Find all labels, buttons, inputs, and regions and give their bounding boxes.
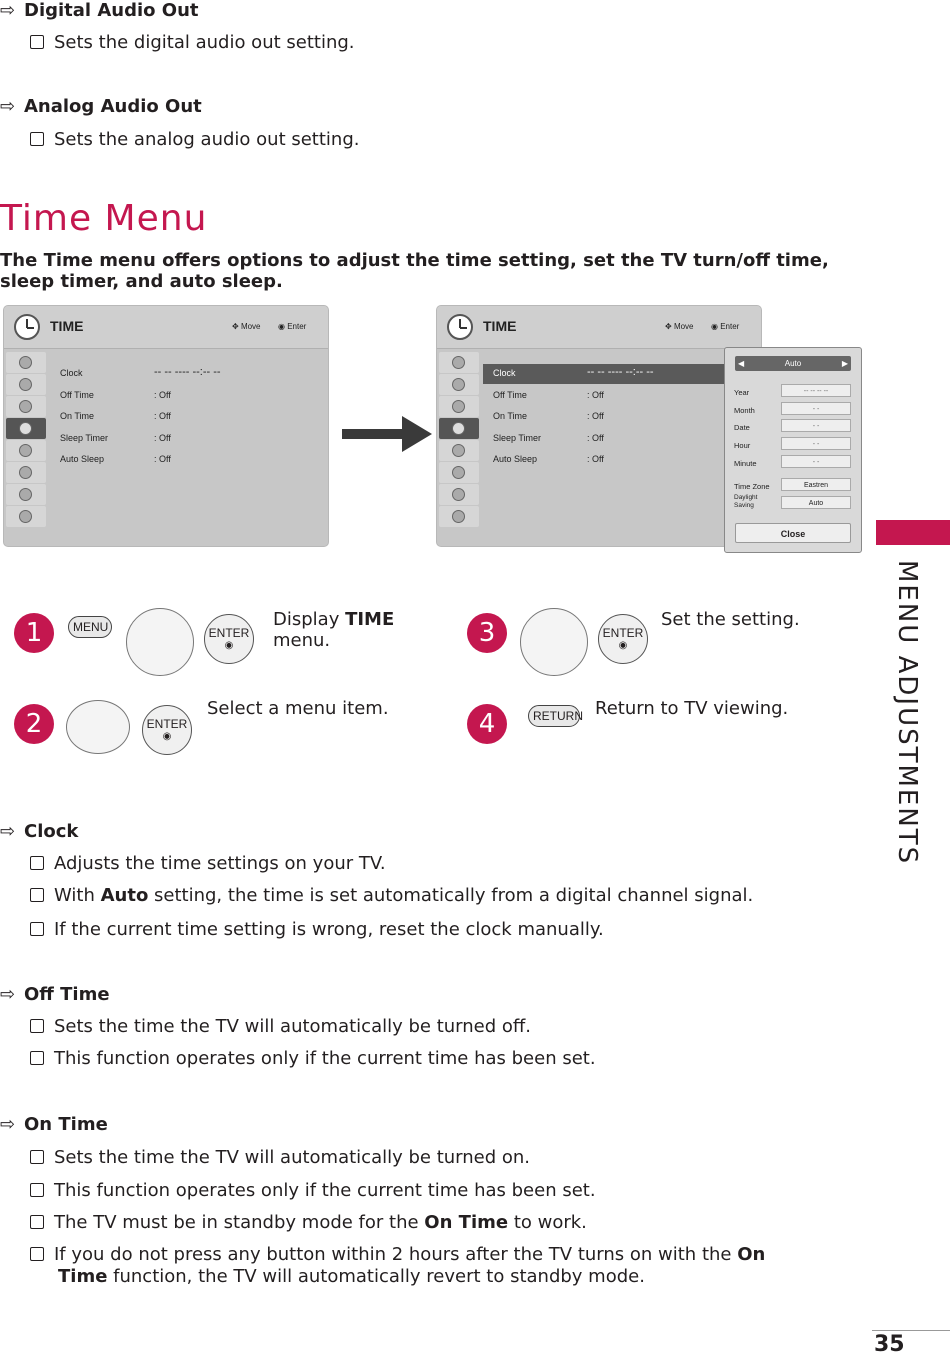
step-1-number: 1 <box>14 613 54 653</box>
enter-button-icon: ENTER ◉ <box>142 705 192 755</box>
updown-icon <box>66 700 130 754</box>
menu-row-clock[interactable]: Clock <box>60 368 83 378</box>
enter-hint: ◉ Enter <box>278 322 307 331</box>
off-time-heading: ⇨ Off Time <box>0 984 110 1005</box>
analog-audio-out-desc: Sets the analog audio out setting. <box>30 129 359 150</box>
close-button[interactable]: Close <box>735 523 851 543</box>
clock-heading: ⇨ Clock <box>0 821 79 842</box>
clock-icon <box>14 314 40 340</box>
on-time-heading: ⇨ On Time <box>0 1114 108 1135</box>
auto-selector[interactable]: ◀ Auto ▶ <box>735 356 851 371</box>
picture-icon <box>6 352 46 373</box>
intro-text: The Time menu offers options to adjust the time setting, set the TV turn/off time, sleep timer, and auto sleep. <box>0 250 829 292</box>
input-icon <box>6 484 46 505</box>
month-field[interactable]: - - <box>781 402 851 415</box>
hour-field[interactable]: - - <box>781 437 851 450</box>
menu-button-icon: MENU <box>68 616 112 638</box>
left-arrow-icon: ◀ <box>738 359 745 368</box>
tv-menu-after: TIME ✥ Move ◉ Enter Clock -- -- ---- --:-- -- Off Time : Off On Time : Off Sleep Timer : Off Auto Sleep : Off <box>437 306 761 546</box>
digital-audio-out-heading: ⇨ Digital Audio Out <box>0 0 199 21</box>
enter-button-icon: ENTER ◉ <box>204 614 254 664</box>
checkbox-icon <box>30 1215 44 1229</box>
clock-icon <box>447 314 473 340</box>
analog-audio-out-heading: ⇨ Analog Audio Out <box>0 96 202 117</box>
arrow-icon: ⇨ <box>0 0 16 21</box>
menu-row-auto-sleep[interactable]: Auto Sleep <box>60 454 105 464</box>
page-number: 35 <box>874 1332 905 1357</box>
checkbox-icon <box>30 35 44 49</box>
step-1-text: Display TIME menu. <box>273 609 395 651</box>
menu-row-clock[interactable]: Clock <box>493 368 516 378</box>
menu-row-on-time[interactable]: On Time <box>60 411 95 421</box>
checkbox-icon <box>30 888 44 902</box>
minute-field[interactable]: - - <box>781 455 851 468</box>
step-2-number: 2 <box>14 704 54 744</box>
arrow-icon: ⇨ <box>0 96 16 117</box>
enter-button-icon: ENTER ◉ <box>598 614 648 664</box>
daylight-saving-field[interactable]: Auto <box>781 496 851 509</box>
checkbox-icon <box>30 1051 44 1065</box>
checkbox-icon <box>30 856 44 870</box>
return-button-icon: RETURN <box>528 705 580 727</box>
checkbox-icon <box>30 1183 44 1197</box>
checkbox-icon <box>30 1247 44 1261</box>
right-arrow-icon: ▶ <box>841 359 848 368</box>
side-tab <box>876 520 950 545</box>
step-3-number: 3 <box>467 613 507 653</box>
time-zone-field[interactable]: Eastren <box>781 478 851 491</box>
year-field[interactable]: -- -- -- -- <box>781 384 851 397</box>
checkbox-icon <box>30 1019 44 1033</box>
section-title: Time Menu <box>0 198 208 239</box>
tv-menu-before: TIME ✥ Move ◉ Enter Clock -- -- ---- --:-- -- Off Time : Off On Time : Off Sleep Timer : Off Auto Sleep : Off <box>4 306 328 546</box>
digital-audio-out-desc: Sets the digital audio out setting. <box>30 32 355 53</box>
arrow-icon: ⇨ <box>0 1114 16 1135</box>
option-icon <box>6 440 46 461</box>
move-hint: ✥ Move <box>232 322 261 331</box>
step-2-text: Select a menu item. <box>207 698 389 719</box>
arrow-icon: ⇨ <box>0 984 16 1005</box>
setup-icon <box>6 396 46 417</box>
usb-icon <box>6 506 46 527</box>
time-icon <box>6 418 46 439</box>
step-3-text: Set the setting. <box>661 609 800 630</box>
dpad-icon <box>126 608 194 676</box>
transition-arrow-icon <box>342 414 434 454</box>
side-label: MENU ADJUSTMENTS <box>892 560 922 866</box>
checkbox-icon <box>30 132 44 146</box>
audio-icon <box>6 374 46 395</box>
step-4-number: 4 <box>467 704 507 744</box>
menu-row-off-time[interactable]: Off Time <box>60 390 94 400</box>
footer-rule <box>872 1330 950 1331</box>
dpad-icon <box>520 608 588 676</box>
clock-popup: ◀ Auto ▶ Year -- -- -- -- Month - - Date - - Hour - - Minute - - Time Zone Eastren Daylight Saving Auto Close <box>724 347 862 553</box>
menu-row-sleep-timer[interactable]: Sleep Timer <box>60 433 109 443</box>
lock-icon <box>6 462 46 483</box>
date-field[interactable]: - - <box>781 419 851 432</box>
arrow-icon: ⇨ <box>0 821 16 842</box>
checkbox-icon <box>30 922 44 936</box>
checkbox-icon <box>30 1150 44 1164</box>
step-4-text: Return to TV viewing. <box>595 698 789 719</box>
category-icons <box>6 352 50 528</box>
